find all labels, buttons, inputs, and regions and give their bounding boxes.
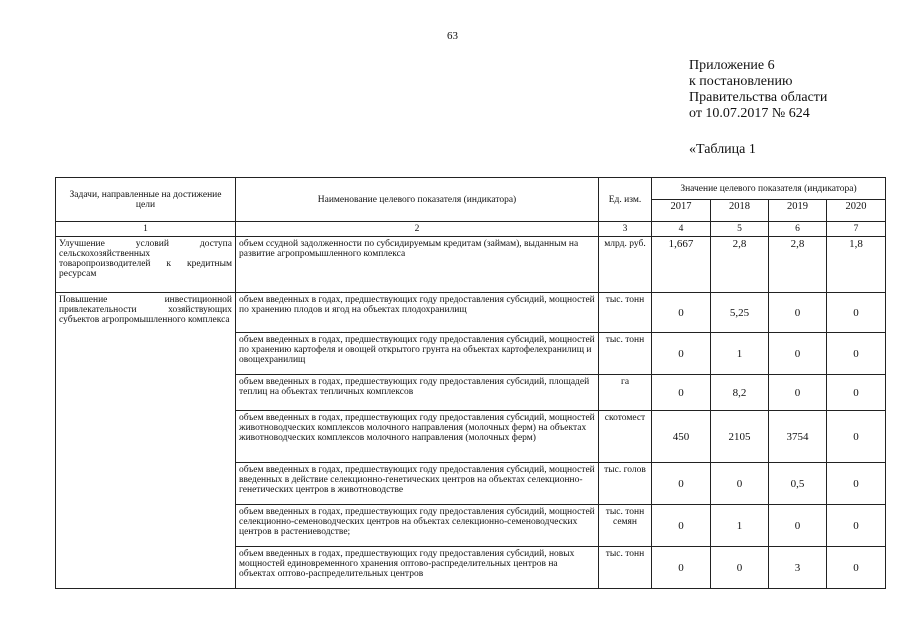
header-indicator: Наименование целевого показателя (индикатора) bbox=[236, 178, 599, 222]
column-number: 6 bbox=[769, 222, 827, 237]
value-cell: 0 bbox=[652, 375, 711, 411]
value-cell: 0 bbox=[827, 463, 886, 505]
appendix-line: Правительства области bbox=[689, 90, 828, 105]
value-cell: 0 bbox=[711, 547, 769, 589]
column-number: 1 bbox=[56, 222, 236, 237]
task-cell: Улучшение условий доступа сельскохозяйственных товаропроизводителей к кредитным ресурсам bbox=[56, 237, 236, 293]
indicator-cell: объем введенных в годах, предшествующих году предоставления субсидий, мощностей селекционно-семеноводческих центров на объектах селекционно-семеноводческих центров в растениеводстве; bbox=[236, 505, 599, 547]
unit-cell: тыс. тонн семян bbox=[599, 505, 652, 547]
column-number: 5 bbox=[711, 222, 769, 237]
unit-cell: тыс. тонн bbox=[599, 547, 652, 589]
value-cell: 0 bbox=[769, 505, 827, 547]
unit-cell: млрд. руб. bbox=[599, 237, 652, 293]
unit-cell: тыс. голов bbox=[599, 463, 652, 505]
page-number: 63 bbox=[447, 30, 458, 42]
unit-cell: скотомест bbox=[599, 411, 652, 463]
indicator-cell: объем введенных в годах, предшествующих году предоставления субсидий, мощностей животноводческих комплексов молочного направления (молочных ферм) на объектах животноводческих комплексов молочного направления (молочных ферм) bbox=[236, 411, 599, 463]
indicator-cell: объем введенных в годах, предшествующих году предоставления субсидий, мощностей введенных в действие селекционно-генетических центров на объектах селекционно-генетических центров в животноводстве bbox=[236, 463, 599, 505]
appendix-line: к постановлению bbox=[689, 74, 793, 89]
value-cell: 3754 bbox=[769, 411, 827, 463]
unit-cell: га bbox=[599, 375, 652, 411]
value-cell: 0 bbox=[827, 547, 886, 589]
value-cell: 0 bbox=[652, 333, 711, 375]
indicator-cell: объем ссудной задолженности по субсидируемым кредитам (займам), выданным на развитие агропромышленного комплекса bbox=[236, 237, 599, 293]
unit-cell: тыс. тонн bbox=[599, 293, 652, 333]
column-number: 7 bbox=[827, 222, 886, 237]
value-cell: 0 bbox=[652, 505, 711, 547]
header-year: 2017 bbox=[652, 200, 711, 222]
appendix-line: от 10.07.2017 № 624 bbox=[689, 106, 810, 121]
value-cell: 0 bbox=[827, 505, 886, 547]
column-number: 2 bbox=[236, 222, 599, 237]
value-cell: 1 bbox=[711, 333, 769, 375]
value-cell: 1,667 bbox=[652, 237, 711, 293]
value-cell: 450 bbox=[652, 411, 711, 463]
indicator-cell: объем введенных в годах, предшествующих году предоставления субсидий, площадей теплиц на объектах тепличных комплексов bbox=[236, 375, 599, 411]
indicator-cell: объем введенных в годах, предшествующих году предоставления субсидий, новых мощностей единовременного хранения оптово-распределительных центров на объектах оптово-распределительных центров bbox=[236, 547, 599, 589]
value-cell: 0 bbox=[827, 411, 886, 463]
value-cell: 0 bbox=[827, 375, 886, 411]
value-cell: 0 bbox=[711, 463, 769, 505]
value-cell: 0 bbox=[769, 333, 827, 375]
indicators-table bbox=[55, 177, 886, 589]
value-cell: 2,8 bbox=[769, 237, 827, 293]
value-cell: 5,25 bbox=[711, 293, 769, 333]
header-year: 2019 bbox=[769, 200, 827, 222]
value-cell: 2,8 bbox=[711, 237, 769, 293]
header-tasks: Задачи, направленные на достижение цели bbox=[56, 178, 236, 222]
indicator-cell: объем введенных в годах, предшествующих году предоставления субсидий, мощностей по хранению картофеля и овощей открытого грунта на объектах картофелехранилищ и овощехранилищ bbox=[236, 333, 599, 375]
header-unit: Ед. изм. bbox=[599, 178, 652, 222]
header-year: 2020 bbox=[827, 200, 886, 222]
value-cell: 0 bbox=[769, 293, 827, 333]
value-cell: 0 bbox=[827, 293, 886, 333]
value-cell: 8,2 bbox=[711, 375, 769, 411]
value-cell: 0 bbox=[652, 547, 711, 589]
value-cell: 0 bbox=[769, 375, 827, 411]
appendix-line: Приложение 6 bbox=[689, 58, 775, 73]
table-row bbox=[56, 237, 886, 293]
value-cell: 3 bbox=[769, 547, 827, 589]
unit-cell: тыс. тонн bbox=[599, 333, 652, 375]
header-year: 2018 bbox=[711, 200, 769, 222]
value-cell: 0,5 bbox=[769, 463, 827, 505]
value-cell: 2105 bbox=[711, 411, 769, 463]
column-number: 3 bbox=[599, 222, 652, 237]
task-cell: Повышение инвестиционной привлекательности хозяйствующих субъектов агропромышленного комплекса bbox=[56, 293, 236, 589]
value-cell: 1,8 bbox=[827, 237, 886, 293]
value-cell: 0 bbox=[827, 333, 886, 375]
table-row bbox=[56, 293, 886, 333]
column-number: 4 bbox=[652, 222, 711, 237]
appendix-block bbox=[689, 58, 827, 122]
table-label: «Таблица 1 bbox=[689, 142, 756, 157]
value-cell: 1 bbox=[711, 505, 769, 547]
header-value: Значение целевого показателя (индикатора) bbox=[652, 178, 886, 200]
value-cell: 0 bbox=[652, 293, 711, 333]
value-cell: 0 bbox=[652, 463, 711, 505]
indicator-cell: объем введенных в годах, предшествующих году предоставления субсидий, мощностей по хранению плодов и ягод на объектах плодохранилищ bbox=[236, 293, 599, 333]
